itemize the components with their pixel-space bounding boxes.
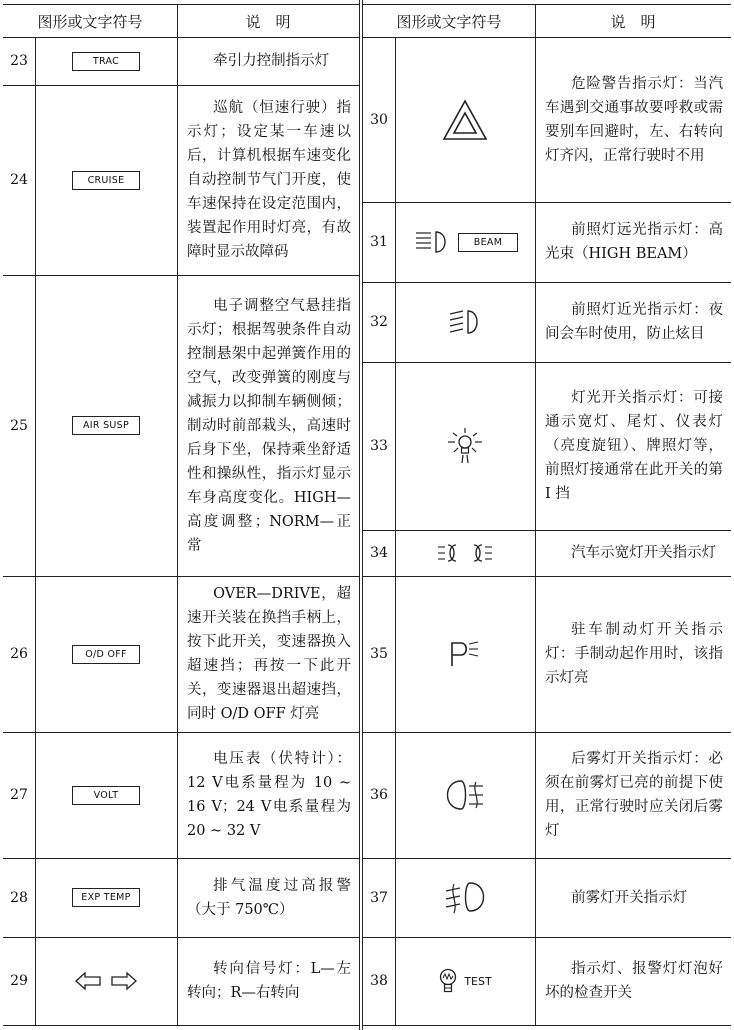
hazard-triangle-icon	[442, 99, 488, 141]
description: 指示灯、报警灯灯泡好坏的检查开关	[545, 961, 723, 1001]
header-desc: 说 明	[177, 5, 359, 38]
symbol-cell	[395, 576, 535, 732]
light-bulb-icon	[445, 425, 485, 467]
beam-label-box: BEAM	[458, 233, 518, 252]
description: 前雾灯开关指示灯	[571, 889, 688, 906]
description: 汽车示宽灯开关指示灯	[571, 545, 717, 561]
row-number: 36	[370, 787, 388, 803]
row-number: 29	[10, 973, 28, 989]
description: 排气温度过高报警（大于 750℃）	[187, 877, 351, 918]
header-desc: 说 明	[535, 5, 731, 38]
row-number: 38	[370, 973, 388, 989]
description: 电子调整空气悬挂指示灯；根据驾驶条件自动控制悬架中起弹簧作用的空气，改变弹簧的刚度与减振力以抑制车辆侧倾；制动时前部栽头，高速时后身下坐，保持乘坐舒适性和操纵性，指示灯显示车身高度变化。HIGH—高度调整；NORM—正常	[187, 297, 351, 554]
low-beam-icon	[446, 308, 484, 336]
symbol-cell	[395, 37, 535, 202]
symbol-cell	[35, 576, 177, 732]
row-number: 33	[370, 438, 388, 454]
cruise-label-box: CRUISE	[72, 171, 140, 190]
row-number: 34	[370, 545, 388, 561]
symbol-cell	[395, 282, 535, 362]
symbol-cell	[35, 732, 177, 858]
symbol-cell	[35, 37, 177, 85]
description: 驻车制动灯开关指示灯：手制动起作用时，该指示灯亮	[545, 622, 723, 686]
od-off-label-box: O/D OFF	[72, 645, 140, 664]
symbol-cell	[35, 85, 177, 275]
description: 危险警告指示灯：当汽车遇到交通事故要呼救或需要别车回避时，左、右转向灯齐闪，正常行驶时不用	[545, 75, 723, 164]
description: 转向信号灯：L—左转向；R—右转向	[187, 961, 351, 1001]
row-number: 31	[370, 234, 388, 250]
test-bulb-icon	[438, 967, 458, 995]
description: 巡航（恒速行驶）指示灯；设定某一车速以后，计算机根据车速变化自动控制节气门开度，使车速保持在设定范围内，装置起作用时灯亮，有故障时显示故障码	[187, 100, 351, 260]
row-number: 32	[370, 314, 388, 330]
symbol-cell	[35, 275, 177, 576]
parking-brake-icon	[448, 640, 482, 668]
row-number: 27	[10, 787, 28, 803]
row-number: 37	[370, 889, 388, 906]
test-label: TEST	[464, 974, 492, 988]
symbol-cell	[35, 858, 177, 937]
row-number: 28	[10, 889, 28, 906]
row-number: 23	[10, 53, 28, 69]
description: 前照灯远光指示灯：高光束（HIGH BEAM）	[545, 222, 723, 262]
symbol-cell	[35, 937, 177, 1025]
air-susp-label-box: AIR SUSP	[72, 416, 140, 435]
row-number: 26	[10, 646, 28, 662]
description: 前照灯近光指示灯：夜间会车时使用，防止炫目	[545, 302, 723, 342]
rear-fog-icon	[441, 778, 489, 812]
trac-label-box: TRAC	[72, 52, 140, 71]
side-marker-icon	[436, 542, 494, 564]
description: 电压表（伏特计）：12 V电系量程为 10 ~ 16 V；24 V电系量程为 20 ~ 32 V	[187, 751, 351, 839]
description: 牵引力控制指示灯	[213, 53, 330, 69]
front-fog-icon	[438, 879, 492, 917]
row-number: 30	[370, 111, 388, 128]
symbol-cell	[395, 362, 535, 530]
row-number: 24	[10, 172, 28, 188]
description: 后雾灯开关指示灯：必须在前雾灯已亮的前提下使用，正常行驶时应关闭后雾灯	[545, 751, 723, 839]
row-number: 25	[10, 417, 28, 434]
header-symbol: 图形或文字符号	[3, 5, 177, 38]
symbol-cell	[395, 732, 535, 858]
description: OVER—DRIVE，超速开关装在换挡手柄上，按下此开关，变速器换入超速挡；再按一下此开关，变速器退出超速挡，同时 O/D OFF 灯亮	[187, 586, 351, 722]
symbol-cell	[395, 937, 535, 1025]
exp-temp-label-box: EXP TEMP	[72, 888, 140, 907]
description: 灯光开关指示灯：可接通示宽灯、尾灯、仪表灯（亮度旋钮）、牌照灯等，前照灯接通常在此开关的第 I 挡	[545, 390, 723, 502]
high-beam-icon	[412, 229, 450, 255]
left-table	[3, 4, 359, 1026]
turn-arrows-icon	[74, 970, 138, 992]
symbol-cell	[395, 202, 535, 282]
volt-label-box: VOLT	[72, 786, 140, 805]
header-symbol: 图形或文字符号	[363, 5, 535, 38]
row-number: 35	[370, 646, 388, 662]
right-table	[363, 4, 731, 1026]
symbol-cell	[395, 530, 535, 576]
symbol-cell	[395, 858, 535, 937]
